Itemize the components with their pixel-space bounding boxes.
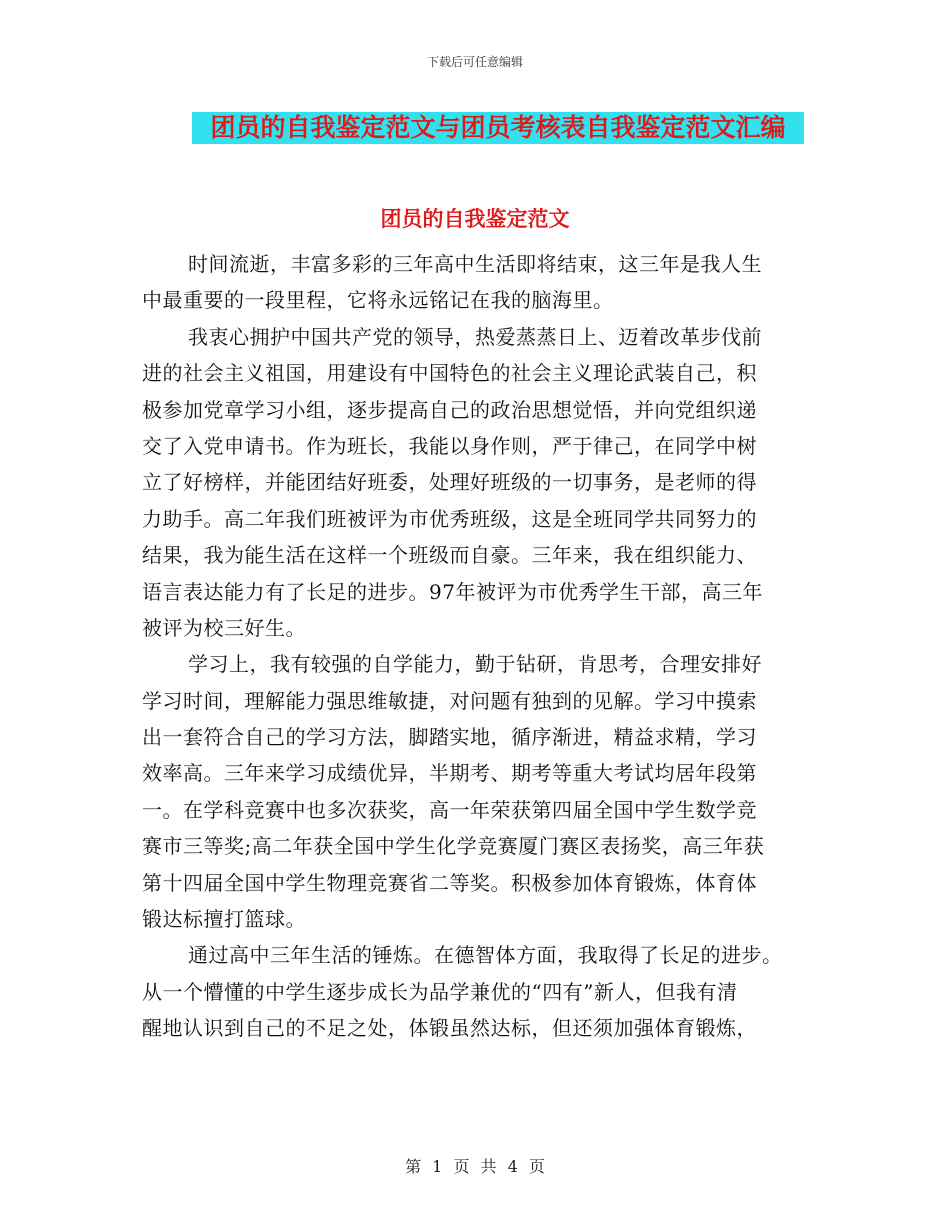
paragraph-line: 力助手。高二年我们班被评为市优秀班级，这是全班同学共同努力的 <box>142 506 757 531</box>
paragraph-line: 学习上，我有较强的自学能力，勤于钻研，肯思考，合理安排好 <box>188 652 762 677</box>
document-main-title: 团员的自我鉴定范文与团员考核表自我鉴定范文汇编 <box>192 112 804 144</box>
paragraph-line: 进的社会主义祖国，用建设有中国特色的社会主义理论武装自己，积 <box>142 361 757 386</box>
paragraph-line: 锻达标擅打篮球。 <box>142 907 306 932</box>
paragraph-line: 第十四届全国中学生物理竞赛省二等奖。积极参加体育锻炼，体育体 <box>142 870 757 895</box>
paragraph-line: 一。在学科竞赛中也多次获奖，高一年荣获第四届全国中学生数学竞 <box>142 797 757 822</box>
paragraph-line: 中最重要的一段里程，它将永远铭记在我的脑海里。 <box>142 288 614 313</box>
paragraph-line: 时间流逝，丰富多彩的三年高中生活即将结束，这三年是我人生 <box>188 252 762 276</box>
header-note: 下载后可任意编辑 <box>426 55 523 69</box>
section-title: 团员的自我鉴定范文 <box>380 207 570 231</box>
paragraph-line: 学习时间，理解能力强思维敏捷，对问题有独到的见解。学习中摸索 <box>142 688 757 713</box>
paragraph-line: 出一套符合自己的学习方法，脚踏实地，循序渐进，精益求精，学习 <box>142 725 757 750</box>
paragraph-line: 被评为校三好生。 <box>142 615 306 640</box>
paragraph-line: 从一个懵懂的中学生逐步成长为品学兼优的“四有”新人，但我有清 <box>142 979 738 1004</box>
paragraph-line: 交了入党申请书。作为班长，我能以身作则，严于律己，在同学中树 <box>142 433 757 458</box>
paragraph-line: 极参加党章学习小组，逐步提高自己的政治思想觉悟，并向党组织递 <box>142 397 757 422</box>
paragraph-line: 赛市三等奖;高二年获全国中学生化学竞赛厦门赛区表扬奖，高三年获 <box>142 834 765 859</box>
paragraph-line: 醒地认识到自己的不足之处，体锻虽然达标，但还须加强体育锻炼， <box>142 1016 757 1041</box>
paragraph-line: 结果，我为能生活在这样一个班级而自豪。三年来，我在组织能力、 <box>142 543 757 568</box>
paragraph-line: 我衷心拥护中国共产党的领导，热爱蒸蒸日上、迈着改革步伐前 <box>188 324 762 349</box>
paragraph-line: 效率高。三年来学习成绩优异，半期考、期考等重大考试均居年段第 <box>142 761 757 786</box>
page-number: 第 1 页 共 4 页 <box>405 1157 545 1176</box>
paragraph-line: 通过高中三年生活的锤炼。在德智体方面，我取得了长足的进步。 <box>188 943 783 968</box>
paragraph-line: 语言表达能力有了长足的进步。97年被评为市优秀学生干部，高三年 <box>142 579 763 604</box>
body-text <box>142 246 812 1047</box>
paragraph-line: 立了好榜样，并能团结好班委，处理好班级的一切事务，是老师的得 <box>142 470 757 495</box>
